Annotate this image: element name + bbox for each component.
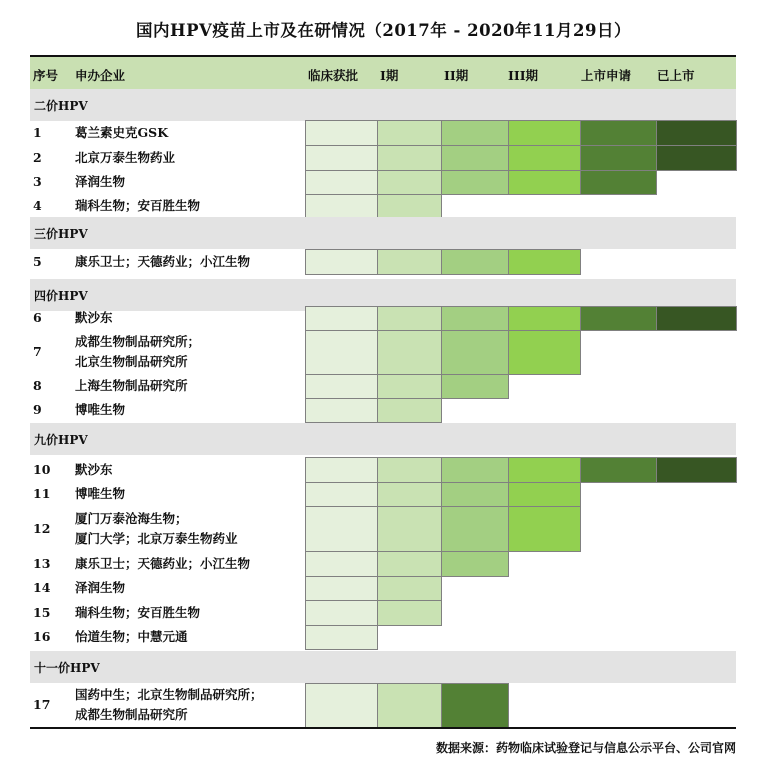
stage-cell <box>305 600 378 626</box>
stage-cell <box>377 330 442 375</box>
stage-cell <box>656 306 737 331</box>
stage-cell <box>377 398 442 423</box>
header-seq: 序号 <box>33 68 59 83</box>
stage-cell <box>656 457 737 483</box>
stage-cell <box>305 249 378 275</box>
row-number: 4 <box>33 198 42 213</box>
stage-cell <box>305 374 378 399</box>
row-company: 北京万泰生物药业 <box>75 149 176 165</box>
stage-cell <box>441 482 509 507</box>
row-number: 6 <box>33 310 42 325</box>
group-label: 十一价HPV <box>34 661 100 675</box>
group-header-row <box>30 423 736 455</box>
stage-cell <box>377 576 442 601</box>
stage-cell <box>508 506 581 552</box>
header-stage-phase-3: III期 <box>508 68 539 83</box>
stage-cell <box>377 506 442 552</box>
stage-cell <box>580 170 657 195</box>
row-number: 14 <box>33 580 51 595</box>
group-label: 二价HPV <box>34 99 88 113</box>
header-stage-clinical-approval: 临床获批 <box>308 68 359 83</box>
stage-cell <box>377 457 442 483</box>
stage-cell <box>305 457 378 483</box>
stage-cell <box>305 482 378 507</box>
stage-cell <box>305 306 378 331</box>
stage-cell <box>656 145 737 171</box>
stage-cell <box>508 120 581 146</box>
row-company: 瑞科生物；安百胜生物 <box>75 198 201 213</box>
row-number: 5 <box>33 253 42 269</box>
row-company: 泽润生物 <box>75 174 126 189</box>
stage-cell <box>305 625 378 650</box>
stage-cell <box>377 374 442 399</box>
row-number: 13 <box>33 555 51 571</box>
stage-cell <box>508 249 581 275</box>
stage-cell <box>441 145 509 171</box>
row-company: 康乐卫士；天德药业；小江生物 <box>75 253 251 269</box>
row-company: 瑞科生物；安百胜生物 <box>75 604 201 620</box>
row-company: 厦门万泰沧海生物； <box>75 510 188 526</box>
stage-cell <box>377 482 442 507</box>
stage-cell <box>441 374 509 399</box>
group-header-row <box>30 651 736 683</box>
stage-cell <box>377 194 442 219</box>
group-label: 九价HPV <box>34 433 88 447</box>
header-stage-marketed: 已上市 <box>657 68 695 83</box>
stage-cell <box>656 120 737 146</box>
stage-cell <box>441 120 509 146</box>
group-header-row <box>30 89 736 121</box>
group-header-row <box>30 217 736 249</box>
stage-cell <box>441 683 509 728</box>
stage-cell <box>441 306 509 331</box>
group-label: 四价HPV <box>34 289 88 303</box>
row-company: 成都生物制品研究所； <box>75 334 201 349</box>
row-number: 15 <box>33 604 51 620</box>
row-number: 16 <box>33 629 51 644</box>
header-stage-phase-2: II期 <box>444 68 469 83</box>
row-company: 康乐卫士；天德药业；小江生物 <box>75 555 251 571</box>
stage-cell <box>441 457 509 483</box>
stage-cell <box>305 145 378 171</box>
group-label: 三价HPV <box>34 227 88 241</box>
row-company: 怡道生物；中慧元通 <box>75 629 188 644</box>
stage-cell <box>305 551 378 577</box>
stage-cell <box>377 145 442 171</box>
row-company: 北京生物制品研究所 <box>75 354 188 369</box>
stage-cell <box>305 194 378 219</box>
table-bottom-rule <box>30 727 736 729</box>
stage-cell <box>305 330 378 375</box>
row-number: 10 <box>33 461 51 477</box>
stage-cell <box>305 683 378 728</box>
row-number: 7 <box>33 344 42 359</box>
row-company: 博唯生物 <box>75 402 126 417</box>
row-number: 2 <box>33 149 42 165</box>
row-company: 默沙东 <box>75 461 113 477</box>
header-stage-filing: 上市申请 <box>581 68 632 83</box>
stage-cell <box>305 170 378 195</box>
stage-cell <box>305 398 378 423</box>
row-company: 成都生物制品研究所 <box>75 707 188 722</box>
stage-cell <box>441 330 509 375</box>
stage-cell <box>305 120 378 146</box>
stage-cell <box>441 249 509 275</box>
stage-cell <box>508 170 581 195</box>
stage-cell <box>580 457 657 483</box>
stage-cell <box>508 330 581 375</box>
row-number: 9 <box>33 402 42 417</box>
header-company: 申办企业 <box>75 68 126 83</box>
row-number: 17 <box>33 697 51 712</box>
row-number: 12 <box>33 520 51 536</box>
row-company: 泽润生物 <box>75 580 126 595</box>
stage-cell <box>508 482 581 507</box>
page-title: 国内HPV疫苗上市及在研情况（2017年 - 2020年11月29日） <box>136 21 631 40</box>
stage-cell <box>377 120 442 146</box>
stage-cell <box>441 506 509 552</box>
stage-cell <box>305 576 378 601</box>
stage-cell <box>377 306 442 331</box>
stage-cell <box>580 145 657 171</box>
row-number: 3 <box>33 174 42 189</box>
stage-cell <box>441 551 509 577</box>
header-stage-phase-1: I期 <box>380 68 399 83</box>
table-header <box>30 57 736 89</box>
row-number: 1 <box>33 124 42 140</box>
row-company: 默沙东 <box>75 310 113 325</box>
row-company: 国药中生；北京生物制品研究所； <box>75 687 263 702</box>
stage-cell <box>377 249 442 275</box>
row-number: 8 <box>33 378 42 393</box>
stage-cell <box>580 306 657 331</box>
stage-cell <box>305 506 378 552</box>
row-company: 厦门大学；北京万泰生物药业 <box>75 530 238 546</box>
stage-cell <box>377 170 442 195</box>
stage-cell <box>580 120 657 146</box>
stage-cell <box>441 170 509 195</box>
stage-cell <box>508 457 581 483</box>
stage-cell <box>508 145 581 171</box>
stage-cell <box>377 683 442 728</box>
row-company: 上海生物制品研究所 <box>75 378 188 393</box>
row-company: 博唯生物 <box>75 486 126 501</box>
row-number: 11 <box>33 486 51 501</box>
stage-cell <box>377 551 442 577</box>
stage-cell <box>377 600 442 626</box>
data-source-note: 数据来源：药物临床试验登记与信息公示平台、公司官网 <box>435 741 736 755</box>
row-company: 葛兰素史克GSK <box>75 124 169 140</box>
stage-cell <box>508 306 581 331</box>
